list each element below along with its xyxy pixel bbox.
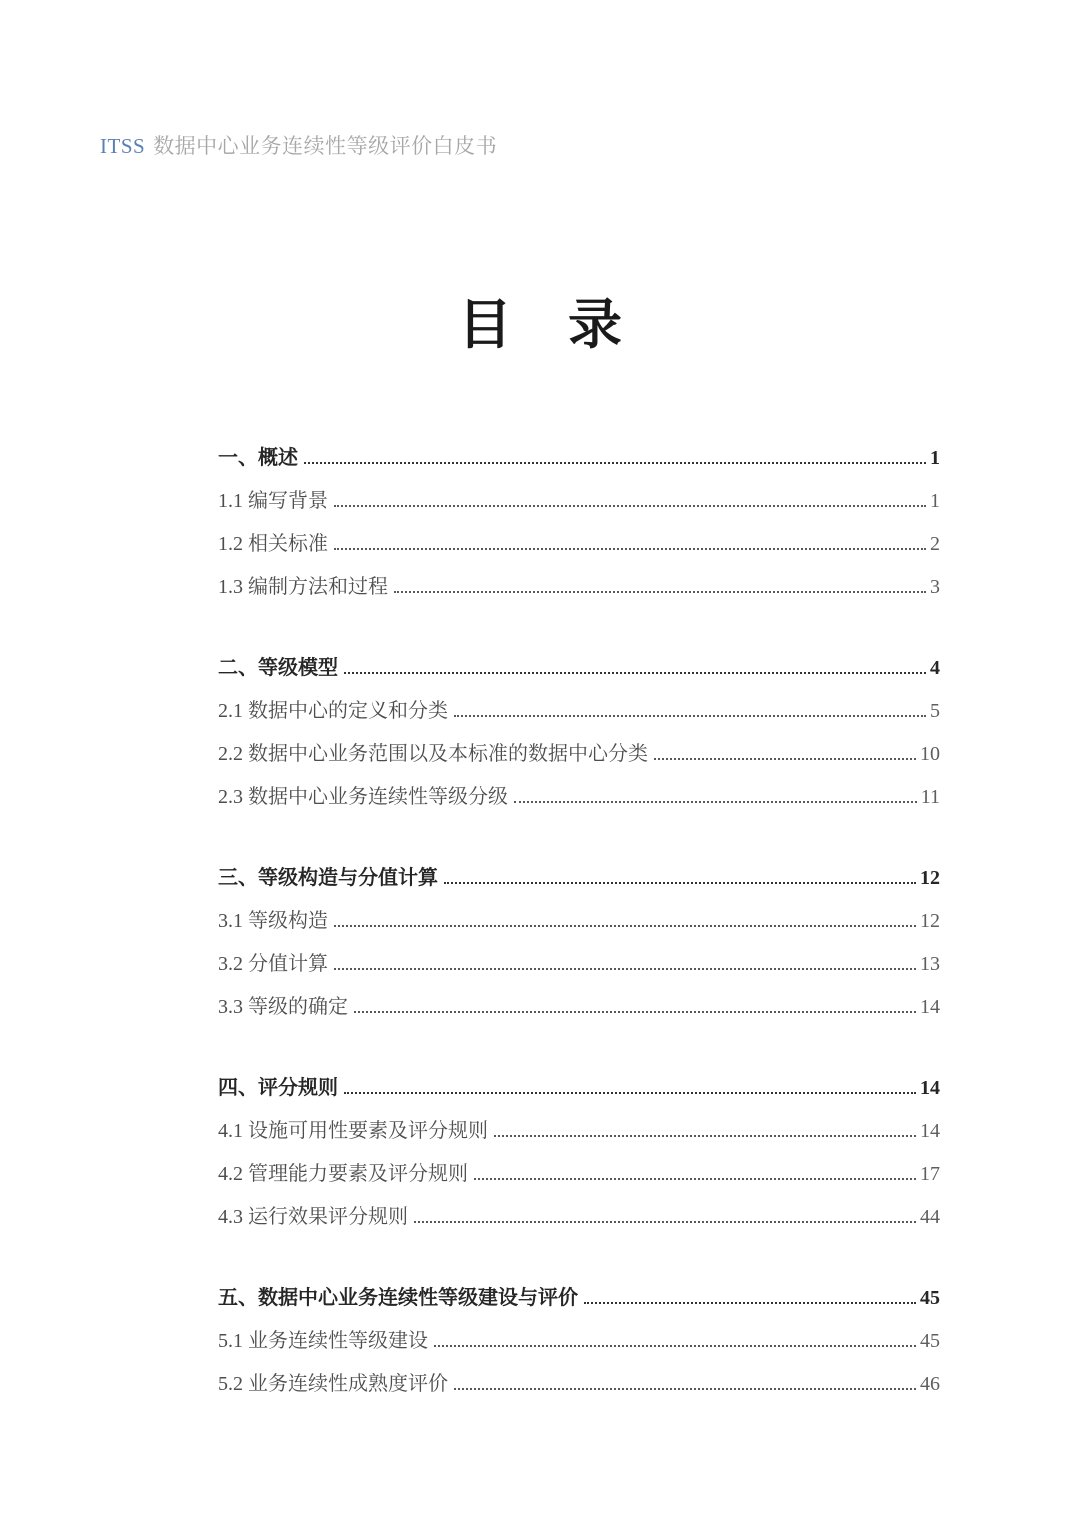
toc-entry-label: 3.1 等级构造 [218,910,328,932]
toc-entry-label: 2.3 数据中心业务连续性等级分级 [218,786,508,808]
toc-leader-dots [354,1011,916,1013]
toc-section [218,427,940,599]
toc-leader-dots [344,672,926,674]
toc-leader-dots [334,548,926,550]
toc-leader-dots [494,1135,916,1137]
toc-item-row [218,470,940,513]
toc-item-row [218,890,940,933]
toc-entry-label: 4.3 运行效果评分规则 [218,1206,408,1228]
toc-page-number: 3 [930,576,940,598]
toc-leader-dots [414,1221,916,1223]
toc-page-number: 2 [930,533,940,555]
toc-entry-label: 2.2 数据中心业务范围以及本标准的数据中心分类 [218,743,648,765]
toc-page-number: 5 [930,700,940,722]
toc-section [218,847,940,1019]
toc-page-number: 12 [920,867,940,889]
toc-entry-label: 四、评分规则 [218,1077,338,1099]
toc-item-row [218,1186,940,1229]
toc-item-row [218,513,940,556]
toc-item-row [218,1143,940,1186]
toc-item-row [218,976,940,1019]
toc-item-row [218,933,940,976]
toc-page-title [0,296,1080,355]
toc-entry-label: 1.2 相关标准 [218,533,328,555]
toc-leader-dots [454,1388,916,1390]
toc-entry-label: 3.2 分值计算 [218,953,328,975]
document-header-title: 数据中心业务连续性等级评价白皮书 [153,134,498,158]
toc-heading-row [218,847,940,890]
toc-page-number: 14 [920,1120,940,1142]
toc-page-number: 17 [920,1163,940,1185]
toc-leader-dots [394,591,926,593]
toc-entry-label: 1.1 编写背景 [218,490,328,512]
toc-section [218,1267,940,1396]
toc-page-number: 46 [920,1373,940,1395]
toc-page-number: 1 [930,447,940,469]
toc-heading-row [218,1057,940,1100]
toc-heading-row [218,427,940,470]
toc-page-number: 4 [930,657,940,679]
toc-page-number: 11 [920,786,940,808]
toc-title-char-2: 录 [568,295,622,355]
toc-entry-label: 1.3 编制方法和过程 [218,576,388,598]
toc-item-row [218,1310,940,1353]
toc-entry-label: 3.3 等级的确定 [218,996,348,1018]
toc-section [218,1057,940,1229]
toc-item-row [218,1353,940,1396]
toc-item-row [218,766,940,809]
toc-page-number: 13 [920,953,940,975]
toc-page-number: 12 [920,910,940,932]
toc-entry-label: 三、等级构造与分值计算 [218,867,438,889]
toc-item-row [218,723,940,766]
toc-page-number: 1 [930,490,940,512]
toc-entry-label: 五、数据中心业务连续性等级建设与评价 [218,1287,578,1309]
toc-page-number: 10 [920,743,940,765]
toc-leader-dots [344,1092,916,1094]
toc-leader-dots [454,715,926,717]
toc-entry-label: 5.2 业务连续性成熟度评价 [218,1373,448,1395]
toc-entry-label: 一、概述 [218,447,298,469]
toc-leader-dots [584,1302,916,1304]
document-header [100,130,497,160]
toc-item-row [218,1100,940,1143]
toc-entry-label: 5.1 业务连续性等级建设 [218,1330,428,1352]
toc-leader-dots [654,758,916,760]
toc-leader-dots [334,505,926,507]
itss-logo: ITSS [100,134,146,158]
toc-leader-dots [334,968,916,970]
toc-leader-dots [514,801,917,803]
toc-page-number: 45 [920,1287,940,1309]
toc-heading-row [218,1267,940,1310]
toc-page-number: 14 [920,1077,940,1099]
toc-title-char-1: 目 [458,295,512,355]
toc-heading-row [218,637,940,680]
toc-page-number: 45 [920,1330,940,1352]
toc-entry-label: 4.2 管理能力要素及评分规则 [218,1163,468,1185]
toc-entry-label: 4.1 设施可用性要素及评分规则 [218,1120,488,1142]
toc-leader-dots [334,925,916,927]
toc-page-number: 14 [920,996,940,1018]
toc-leader-dots [444,882,916,884]
toc-leader-dots [474,1178,916,1180]
toc-entry-label: 2.1 数据中心的定义和分类 [218,700,448,722]
toc-page-number: 44 [920,1206,940,1228]
toc-leader-dots [434,1345,916,1347]
toc-entry-label: 二、等级模型 [218,657,338,679]
toc-item-row [218,680,940,723]
toc-item-row [218,556,940,599]
toc-section [218,637,940,809]
toc-leader-dots [304,462,926,464]
toc-list [218,427,940,1434]
